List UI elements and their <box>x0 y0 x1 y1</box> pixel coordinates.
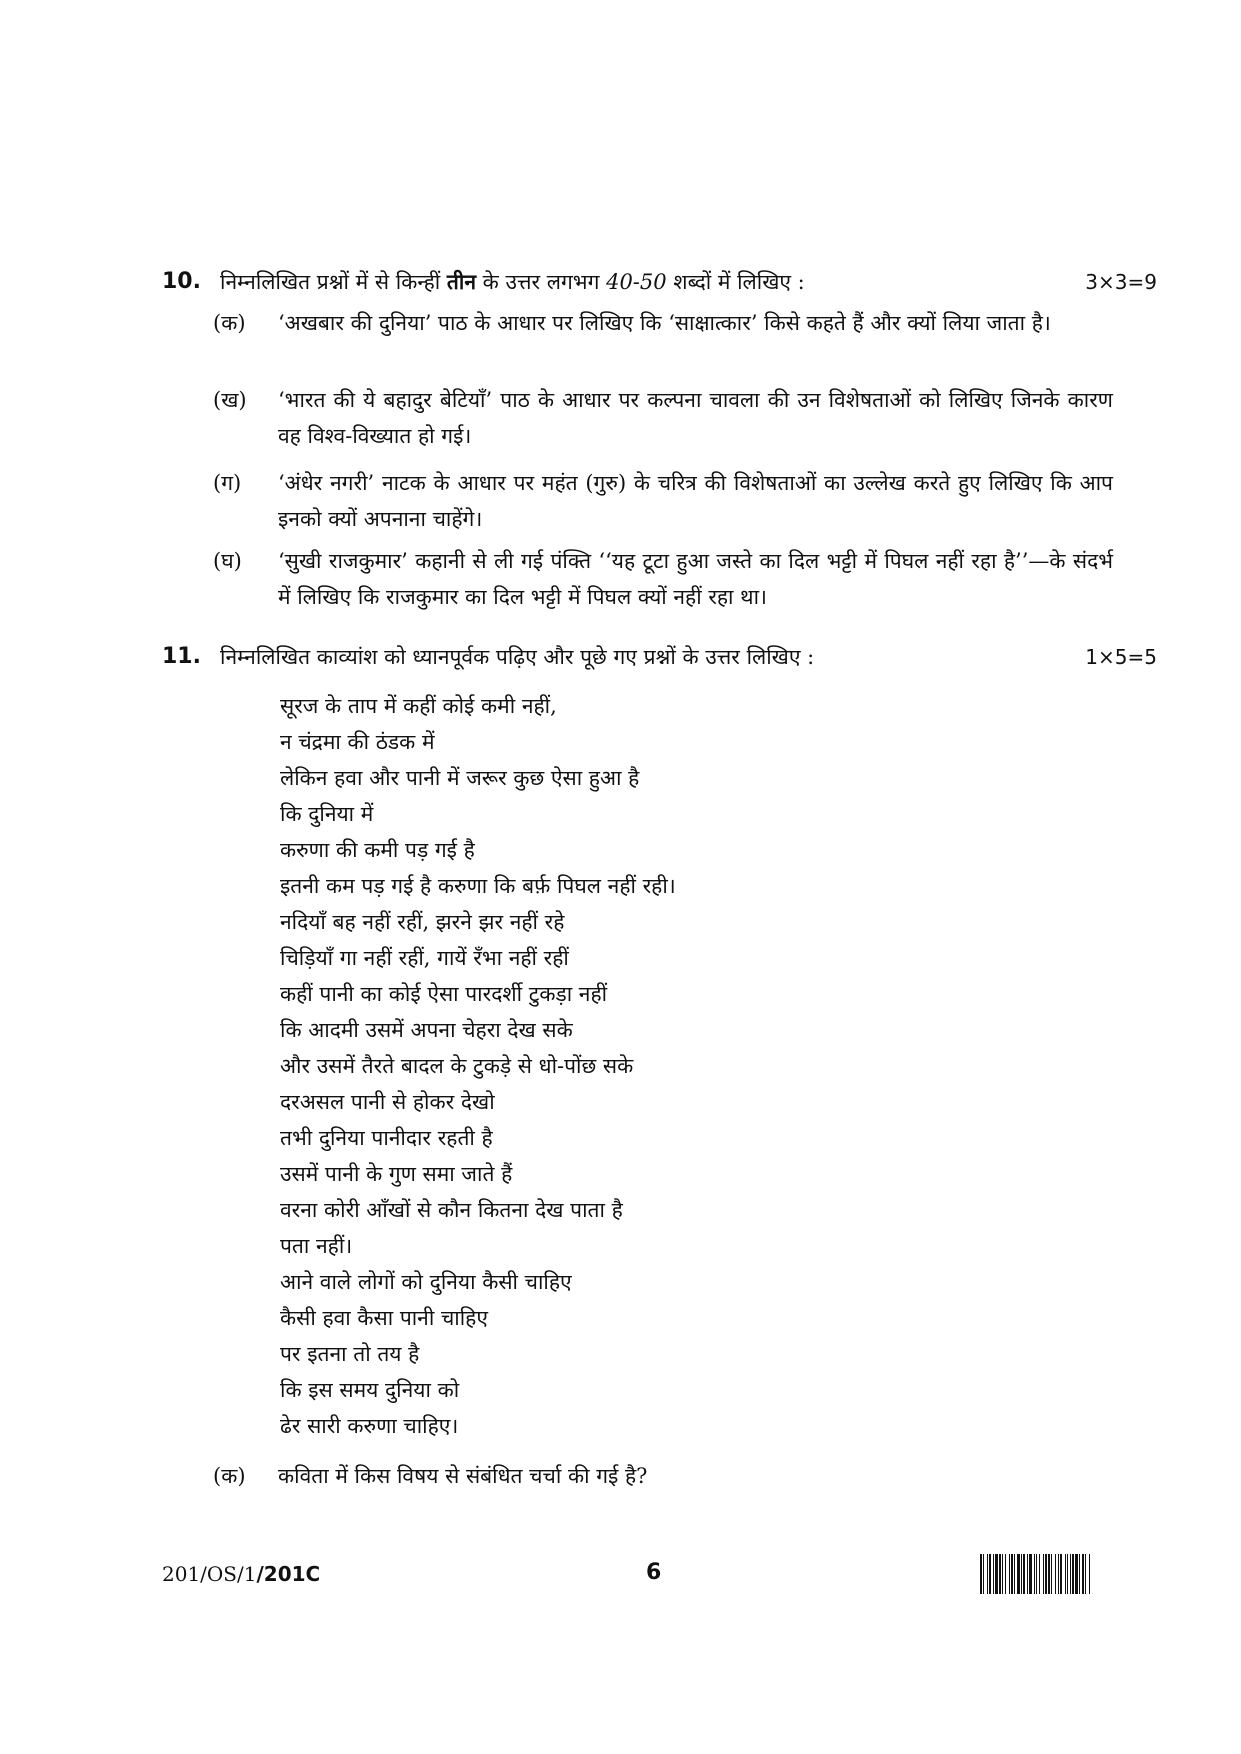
question-instruction: निम्नलिखित काव्यांश को ध्यानपूर्वक पढ़िए और पूछे गए प्रश्नों के उत्तर लिखिए : <box>220 645 815 669</box>
poem <box>280 688 676 1444</box>
marks: 1×5=5 <box>1085 645 1157 669</box>
poem-line: कहीं पानी का कोई ऐसा पारदर्शी टुकड़ा नहीं <box>280 982 608 1006</box>
question-instruction: निम्नलिखित प्रश्नों में से किन्हीं तीन के उत्तर लगभग 40-50 शब्दों में लिखिए : <box>220 269 805 294</box>
question-number: 11. <box>162 644 201 669</box>
sub-label: (क) <box>213 311 246 335</box>
poem-line: कैसी हवा कैसा पानी चाहिए <box>280 1306 488 1330</box>
question-number: 10. <box>162 269 201 294</box>
sub-label: (घ) <box>213 549 242 573</box>
poem-line: लेकिन हवा और पानी में जरूर कुछ ऐसा हुआ है <box>280 766 640 790</box>
poem-line: सूरज के ताप में कहीं कोई कमी नहीं, <box>280 694 557 718</box>
sub-label: (क) <box>213 1464 246 1488</box>
poem-line: इतनी कम पड़ गई है करुणा कि बर्फ़ पिघल नहीं रही। <box>280 874 676 898</box>
poem-line: ढेर सारी करुणा चाहिए। <box>280 1414 459 1438</box>
sub-label: (ख) <box>213 388 247 412</box>
poem-line: कि इस समय दुनिया को <box>280 1378 460 1402</box>
sub-label: (ग) <box>213 471 242 495</box>
poem-line: और उसमें तैरते बादल के टुकड़े से धो-पोंछ सके <box>280 1054 634 1078</box>
page-number: 6 <box>646 1560 662 1585</box>
poem-line: पता नहीं। <box>280 1234 353 1258</box>
marks: 3×3=9 <box>1085 270 1157 294</box>
paper-code: 201/OS/1/201C <box>162 1562 321 1586</box>
poem-line: नदियाँ बह नहीं रहीं, झरने झर नहीं रहे <box>280 910 565 934</box>
barcode-icon <box>980 1554 1155 1594</box>
sub-text: ‘अंधेर नगरी’ नाटक के आधार पर महंत (गुरु) के चरित्र की विशेषताओं का उल्लेख करते हुए लिखिए कि आप इनको क्यों अपनाना चाहेंगे। <box>278 471 1113 531</box>
sub-text: ‘सुखी राजकुमार’ कहानी से ली गई पंक्ति ‘‘यह टूटा हुआ जस्ते का दिल भट्टी में पिघल नहीं रहा है’’—के संदर्भ में लिखिए कि राजकुमार का दिल भट्टी में पिघल क्यों नहीं रहा था। <box>278 549 1113 609</box>
poem-line: कि आदमी उसमें अपना चेहरा देख सके <box>280 1018 573 1042</box>
poem-line: पर इतना तो तय है <box>280 1342 420 1366</box>
poem-line: दरअसल पानी से होकर देखो <box>280 1090 495 1114</box>
poem-line: कि दुनिया में <box>280 802 374 826</box>
poem-line: करुणा की कमी पड़ गई है <box>280 838 475 862</box>
poem-line: आने वाले लोगों को दुनिया कैसी चाहिए <box>280 1270 572 1294</box>
poem-line: वरना कोरी आँखों से कौन कितना देख पाता है <box>280 1198 623 1222</box>
sub-text: ‘भारत की ये बहादुर बेटियाँ’ पाठ के आधार पर कल्पना चावला की उन विशेषताओं को लिखिए जिनके कारण वह विश्व-विख्यात हो गई। <box>278 388 1113 448</box>
poem-line: चिड़ियाँ गा नहीं रहीं, गायें रँभा नहीं रहीं <box>280 946 569 970</box>
poem-line: तभी दुनिया पानीदार रहती है <box>280 1126 493 1150</box>
sub-text: कविता में किस विषय से संबंधित चर्चा की गई है? <box>278 1464 648 1488</box>
poem-line: उसमें पानी के गुण समा जाते हैं <box>280 1162 513 1186</box>
sub-text: ‘अखबार की दुनिया’ पाठ के आधार पर लिखिए कि ‘साक्षात्कार’ किसे कहते हैं और क्यों लिया जाता है। <box>278 311 1051 335</box>
poem-line: न चंद्रमा की ठंडक में <box>280 730 435 754</box>
